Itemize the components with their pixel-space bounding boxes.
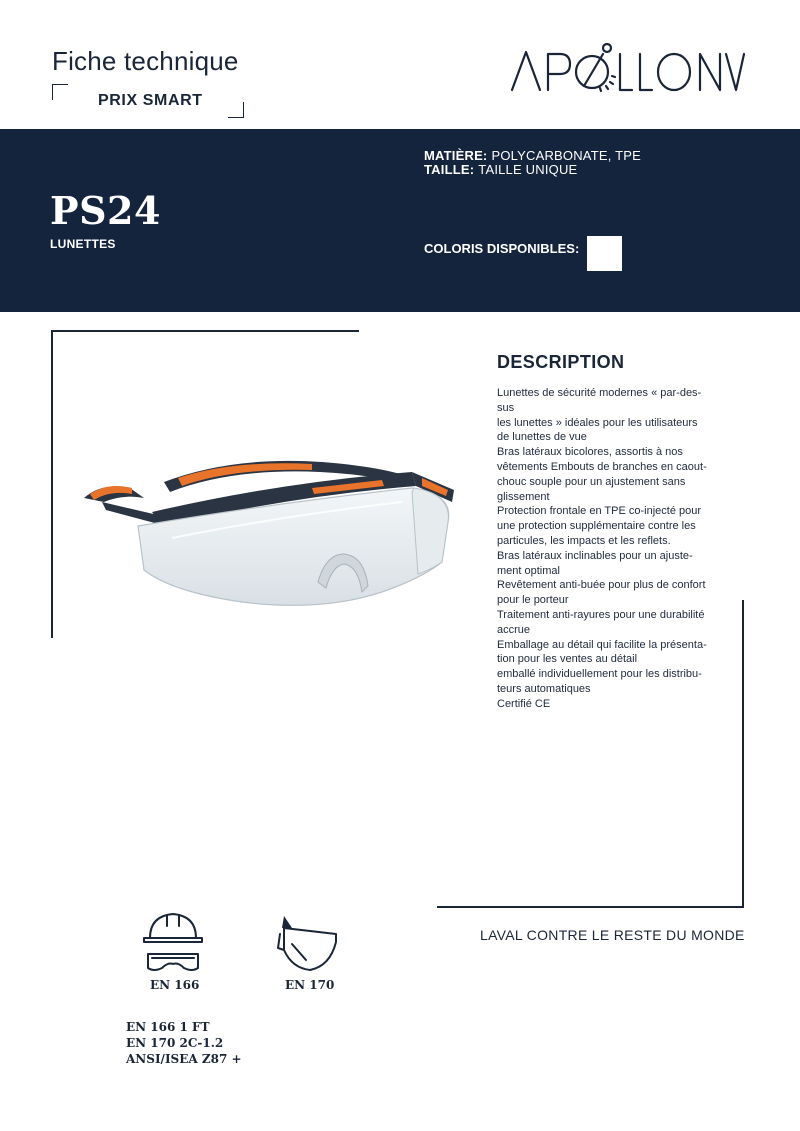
standard-label-en170: EN 170 [285,978,335,992]
description-line: accrue [497,623,531,636]
description-line: pour le porteur [497,594,569,607]
norm-item: EN 166 1 FT [126,1020,210,1034]
welding-shield-icon [272,908,338,976]
description-list [497,386,719,712]
description-line: Lunettes de sécurité modernes « par-des- [497,387,702,399]
description-line: emballé individuellement pour les distribu- [497,668,702,681]
description-line: Emballage au détail qui facilite la présenta- [497,638,707,651]
description-line: sus [497,401,515,414]
norm-item: EN 170 2C-1.2 [126,1036,224,1050]
material-label: MATIÈRE: [424,148,488,163]
description-line: chouc souple pour un ajustement sans [497,475,686,488]
size-label: TAILLE: [424,162,475,177]
norm-item: ANSI/ISEA Z87 + [126,1052,242,1066]
description-line: Revêtement anti-buée pour plus de confort [497,579,706,592]
apollon-logo [508,40,748,96]
description-line: les lunettes » idéales pour les utilisateurs [497,416,698,429]
norms-list [126,1019,242,1067]
size-value: TAILLE UNIQUE [478,162,578,177]
standard-label-en166: EN 166 [150,978,200,992]
tagline: LAVAL CONTRE LE RESTE DU MONDE [480,927,745,943]
document-title: Fiche technique [52,46,239,76]
frame-line-right [742,600,744,908]
frame-line-top [51,330,359,332]
corner-bracket-bottom-right [228,102,244,118]
description-heading: DESCRIPTION [497,352,625,372]
frame-line-bottom [437,906,744,908]
helmet-goggles-icon [140,908,206,976]
description-line: particules, les impacts et les reflets. [497,534,671,547]
description-line: vêtements Embouts de branches en caout- [497,460,707,473]
product-image-safety-glasses [82,442,454,620]
document-subtitle: PRIX SMART [98,92,203,109]
description-line: une protection supplémentaire contre les [497,520,696,533]
frame-line-left [51,330,53,638]
description-line: Certifié CE [497,697,551,710]
color-swatch-white [587,236,622,271]
description-line: ment optimal [497,564,560,577]
size-spec [424,162,577,177]
description-line: de lunettes de vue [497,431,587,444]
description-line: Bras latéraux inclinables pour un ajuste- [497,549,693,562]
description-line: Bras latéraux bicolores, assortis à nos [497,446,683,459]
description-line: glissement [497,490,550,503]
description-line: Traitement anti-rayures pour une durabilité [497,608,705,621]
description-line: tion pour les ventes au détail [497,653,638,666]
product-type: LUNETTES [50,237,116,251]
material-spec [424,148,641,163]
product-code: PS24 [50,188,161,233]
corner-bracket-top-left [52,84,68,100]
available-colors-label: COLORIS DISPONIBLES: [424,241,580,256]
description-line: Protection frontale en TPE co-injecté pour [497,505,702,518]
description-line: teurs automatiques [497,682,591,695]
material-value: POLYCARBONATE, TPE [491,148,641,163]
